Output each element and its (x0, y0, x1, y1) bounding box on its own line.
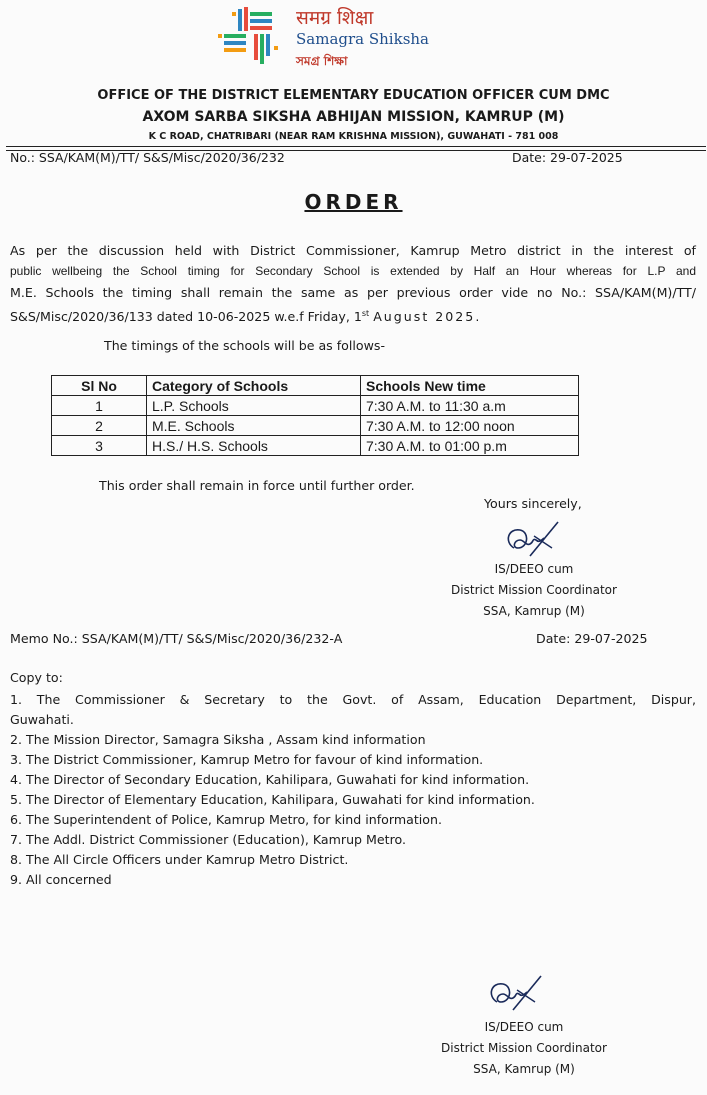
signatory-office: SSA, Kamrup (M) (473, 1062, 575, 1076)
header-category: Category of Schools (147, 376, 361, 396)
list-item (10, 690, 696, 710)
table-header-row (52, 376, 579, 396)
signatory-designation: District Mission Coordinator (451, 583, 617, 597)
row-time: 7:30 A.M. to 11:30 a.m (361, 396, 579, 416)
list-item: 2. The Mission Director, Samagra Siksha , Assam kind information (10, 732, 426, 747)
signatory-block (424, 559, 644, 622)
list-item: 8. The All Circle Officers under Kamrup Metro District. (10, 852, 349, 867)
list-item: 3. The District Commissioner, Kamrup Metro for favour of kind information. (10, 752, 484, 767)
memo-number: Memo No.: SSA/KAM(M)/TT/ S&S/Misc/2020/36/232-A (10, 631, 343, 646)
samagra-shiksha-logo (218, 6, 284, 68)
closing-salutation: Yours sincerely, (484, 496, 582, 511)
signature-image (483, 972, 545, 1016)
header-new-time: Schools New time (361, 376, 579, 396)
row-category: H.S./ H.S. Schools (147, 436, 361, 456)
timings-intro: The timings of the schools will be as follows- (104, 338, 385, 353)
body-line-4-start: S&S/Misc/2020/36/133 dated 10-06-2025 w.e.f Friday, 1 (10, 309, 362, 325)
copy-to-list (10, 690, 696, 890)
row-sl-no: 1 (52, 396, 147, 416)
row-sl-no: 2 (52, 416, 147, 436)
body-line-4-end: August 2025. (373, 309, 482, 325)
signatory-office: SSA, Kamrup (M) (483, 604, 585, 618)
table-row (52, 416, 579, 436)
list-item: 5. The Director of Elementary Education, Kahilipara, Guwahati for kind information. (10, 792, 535, 807)
list-item: 4. The Director of Secondary Education, Kahilipara, Guwahati for kind information. (10, 772, 530, 787)
logo-assamese-text: সমগ্ৰ শিক্ষা (296, 54, 348, 68)
table-row (52, 396, 579, 416)
table-row (52, 436, 579, 456)
copy-to-heading: Copy to: (10, 670, 63, 685)
signature-image (500, 518, 562, 562)
memo-date: Date: 29-07-2025 (536, 631, 648, 646)
reference-number: No.: SSA/KAM(M)/TT/ S&S/Misc/2020/36/232 (10, 150, 285, 165)
header-sl-no: Sl No (52, 376, 147, 396)
list-item: 6. The Superintendent of Police, Kamrup Metro, for kind information. (10, 812, 442, 827)
row-time: 7:30 A.M. to 12:00 noon (361, 416, 579, 436)
signatory-title: IS/DEEO cum (494, 562, 574, 576)
body-line-1: As per the discussion held with District Commissioner, Kamrup Metro district in the interest of (10, 243, 696, 258)
order-title-text: ORDER (304, 190, 403, 214)
order-body (10, 240, 696, 327)
logo-hindi-text: समग्र शिक्षा (296, 7, 374, 29)
header-divider (6, 146, 706, 147)
signatory-designation: District Mission Coordinator (441, 1041, 607, 1055)
body-line-2: public wellbeing the School timing for Secondary School is extended by Half an Hour whereas for L.P and (10, 264, 696, 278)
body-line-3: M.E. Schools the timing shall remain the same as per previous order vide no No.: SSA/KAM(M)/TT/ (10, 285, 696, 300)
reference-date: Date: 29-07-2025 (512, 150, 623, 165)
mission-heading: AXOM SARBA SIKSHA ABHIJAN MISSION, KAMRUP (M) (142, 109, 565, 125)
row-sl-no: 3 (52, 436, 147, 456)
signatory-block-copy (414, 1017, 634, 1080)
copy-item-1: 1. The Commissioner & Secretary to the Govt. of Assam, Education Department, Dispur, (10, 692, 696, 707)
ordinal-suffix: st (361, 309, 370, 318)
order-title (0, 190, 707, 214)
office-heading: OFFICE OF THE DISTRICT ELEMENTARY EDUCATION OFFICER CUM DMC (97, 88, 610, 103)
list-item: 9. All concerned (10, 872, 112, 887)
body-line-4 (10, 303, 696, 327)
row-category: L.P. Schools (147, 396, 361, 416)
logo-english-text: Samagra Shiksha (296, 30, 429, 48)
office-address: K C ROAD, CHATRIBARI (NEAR RAM KRISHNA MISSION), GUWAHATI - 781 008 (148, 131, 559, 142)
signatory-title: IS/DEEO cum (484, 1020, 564, 1034)
in-force-statement: This order shall remain in force until further order. (99, 478, 415, 493)
row-time: 7:30 A.M. to 01:00 p.m (361, 436, 579, 456)
list-item: 7. The Addl. District Commissioner (Education), Kamrup Metro. (10, 832, 406, 847)
list-item: Guwahati. (10, 712, 74, 727)
school-timings-table (51, 375, 579, 456)
row-category: M.E. Schools (147, 416, 361, 436)
